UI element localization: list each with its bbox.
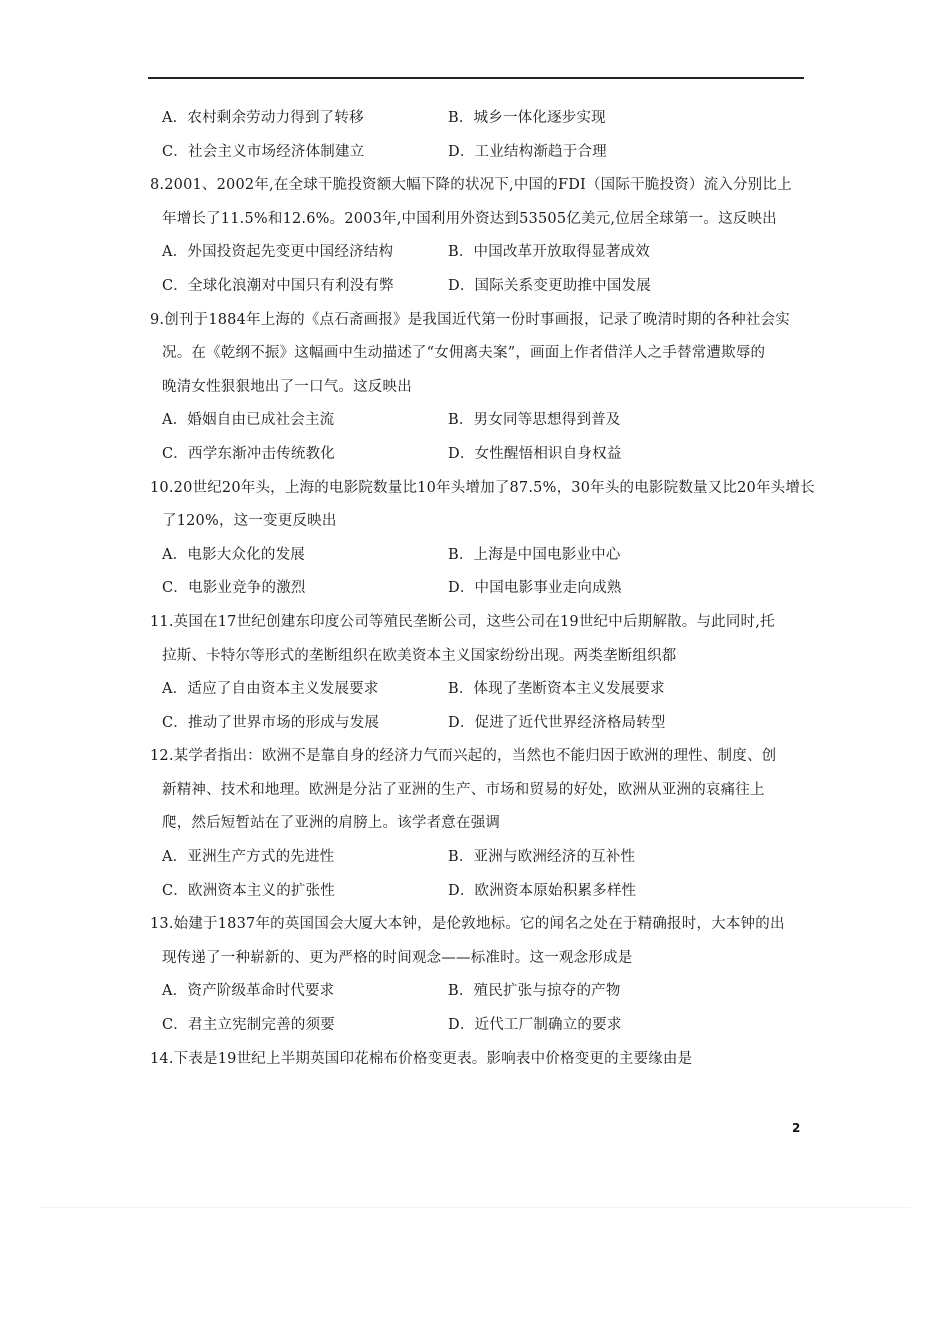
q10-option-c[interactable]: C．电影业竞争的激烈 bbox=[162, 580, 306, 597]
q14-stem-line1: 14.下表是19世纪上半期英国印花棉布价格变更表。影响表中价格变更的主要缘由是 bbox=[150, 1050, 693, 1067]
q7-option-c[interactable]: C．社会主义市场经济体制建立 bbox=[162, 143, 365, 160]
header-rule bbox=[148, 77, 804, 79]
q7-options-row1 bbox=[148, 102, 808, 136]
q11-options-row2 bbox=[148, 707, 808, 741]
q11-stem-line1: 11.英国在17世纪创建东印度公司等殖民垄断公司，这些公司在19世纪中后期解散。与此同时,托 bbox=[150, 613, 775, 630]
q11-option-d[interactable]: D．促进了近代世界经济格局转型 bbox=[448, 714, 666, 731]
q8-stem-line2: 年增长了11.5%和12.6%。2003年,中国利用外资达到53505亿美元,位居全球第一。这反映出 bbox=[162, 210, 777, 227]
q11-option-c[interactable]: C．推动了世界市场的形成与发展 bbox=[162, 714, 380, 731]
q12-stem-line1: 12.某学者指出：欧洲不是靠自身的经济力气而兴起的，当然也不能归因于欧洲的理性、制度、创 bbox=[150, 748, 777, 765]
q13-option-b[interactable]: B．殖民扩张与掠夺的产物 bbox=[448, 983, 621, 1000]
page-bottom-edge bbox=[40, 1207, 910, 1208]
q7-options-row2 bbox=[148, 136, 808, 170]
q11-option-b[interactable]: B．体现了垄断资本主义发展要求 bbox=[448, 681, 665, 698]
q11-stem-line2: 拉斯、卡特尔等形式的垄断组织在欧美资本主义国家纷纷出现。两类垄断组织都 bbox=[162, 647, 677, 664]
q13-option-a[interactable]: A．资产阶级革命时代要求 bbox=[162, 983, 335, 1000]
q10-options-row1 bbox=[148, 539, 808, 573]
q10-option-d[interactable]: D．中国电影事业走向成熟 bbox=[448, 580, 622, 597]
q12-stem-line3: 爬，然后短暂站在了亚洲的肩膀上。该学者意在强调 bbox=[162, 815, 501, 832]
q12-option-d[interactable]: D．欧洲资本原始积累多样性 bbox=[448, 882, 637, 899]
q8-options-row1 bbox=[148, 236, 808, 270]
q13-options-row2 bbox=[148, 1009, 808, 1043]
q9-options-row1 bbox=[148, 404, 808, 438]
q8-option-b[interactable]: B．中国改革开放取得显著成效 bbox=[448, 244, 650, 261]
q8-option-d[interactable]: D．国际关系变更助推中国发展 bbox=[448, 277, 651, 294]
q13-option-c[interactable]: C．君主立宪制完善的须要 bbox=[162, 1017, 335, 1034]
q13-options-row1 bbox=[148, 975, 808, 1009]
q10-stem-line1: 10.20世纪20年头，上海的电影院数量比10年头增加了87.5%，30年头的电影院数量又比20年头增长 bbox=[150, 479, 815, 496]
q9-option-d[interactable]: D．女性醒悟相识自身权益 bbox=[448, 445, 622, 462]
q11-options-row1 bbox=[148, 673, 808, 707]
q9-option-a[interactable]: A．婚姻自由已成社会主流 bbox=[162, 412, 335, 429]
q7-option-a[interactable]: A．农村剩余劳动力得到了转移 bbox=[162, 110, 364, 126]
q9-stem-line3: 晚清女性狠狠地出了一口气。这反映出 bbox=[162, 378, 412, 395]
q8-option-c[interactable]: C．全球化浪潮对中国只有利没有弊 bbox=[162, 277, 394, 294]
q13-stem-line2: 现传递了一种崭新的、更为严格的时间观念——标准时。这一观念形成是 bbox=[162, 949, 633, 966]
q9-option-b[interactable]: B．男女同等思想得到普及 bbox=[448, 412, 621, 429]
q7-option-b[interactable]: B．城乡一体化逐步实现 bbox=[448, 110, 606, 126]
exam-content bbox=[148, 102, 815, 1076]
page-number: 2 bbox=[792, 1121, 801, 1135]
q8-option-a[interactable]: A．外国投资起先变更中国经济结构 bbox=[162, 244, 394, 261]
q13-option-d[interactable]: D．近代工厂制确立的要求 bbox=[448, 1017, 622, 1034]
q7-option-d[interactable]: D．工业结构渐趋于合理 bbox=[448, 143, 607, 160]
q12-option-b[interactable]: B．亚洲与欧洲经济的互补性 bbox=[448, 849, 636, 866]
q9-options-row2 bbox=[148, 438, 808, 472]
q12-option-a[interactable]: A．亚洲生产方式的先进性 bbox=[162, 849, 335, 866]
q8-options-row2 bbox=[148, 270, 808, 304]
q13-stem-line1: 13.始建于1837年的英国国会大厦大本钟，是伦敦地标。它的闻名之处在于精确报时，大本钟的出 bbox=[150, 916, 785, 933]
q12-stem-line2: 新精神、技术和地理。欧洲是分沾了亚洲的生产、市场和贸易的好处，欧洲从亚洲的哀痛往上 bbox=[162, 781, 765, 798]
q10-option-a[interactable]: A．电影大众化的发展 bbox=[162, 546, 305, 563]
q12-options-row1 bbox=[148, 841, 808, 875]
q9-option-c[interactable]: C．西学东渐冲击传统教化 bbox=[162, 445, 335, 462]
q12-option-c[interactable]: C．欧洲资本主义的扩张性 bbox=[162, 882, 335, 899]
q9-stem-line2: 况。在《乾纲不振》这幅画中生动描述了“女佣离夫案”，画面上作者借洋人之手替常遭欺辱的 bbox=[162, 345, 766, 362]
q12-options-row2 bbox=[148, 875, 808, 909]
q10-options-row2 bbox=[148, 572, 808, 606]
q8-stem-line1: 8.2001、2002年,在全球干脆投资额大幅下降的状况下,中国的FDI（国际干脆投资）流入分别比上 bbox=[150, 177, 792, 194]
q11-option-a[interactable]: A．适应了自由资本主义发展要求 bbox=[162, 681, 379, 698]
q10-option-b[interactable]: B．上海是中国电影业中心 bbox=[448, 546, 621, 563]
q10-stem-line2: 了120%，这一变更反映出 bbox=[162, 513, 337, 530]
q9-stem-line1: 9.创刊于1884年上海的《点石斋画报》是我国近代第一份时事画报，记录了晚清时期的各种社会实 bbox=[150, 311, 790, 328]
